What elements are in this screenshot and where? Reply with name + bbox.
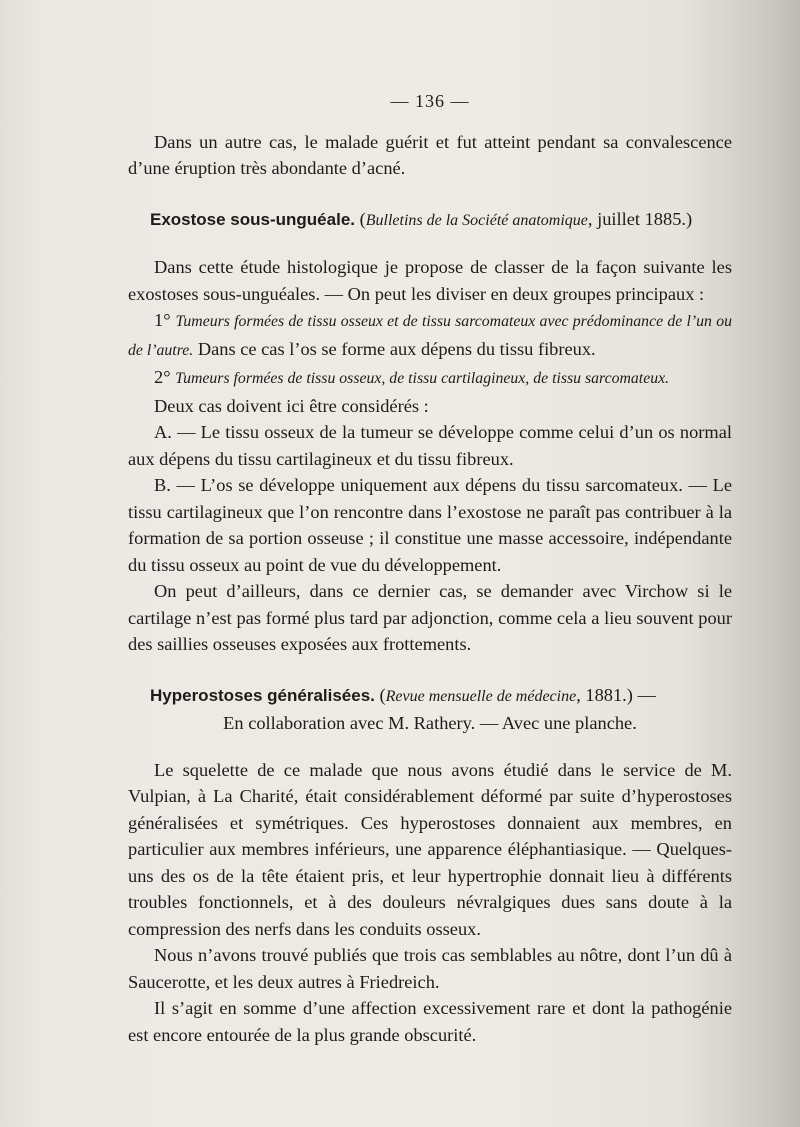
paragraph-virchow: On peut d’ailleurs, dans ce dernier cas, se demander avec Virchow si le cartilage n’est pas formé plus tard par adjonction, comme cela a lieu souvent pour des saillies osseuses exposées aux frottements. bbox=[128, 581, 732, 654]
heading-exostose bbox=[128, 206, 732, 235]
item-number: 2° bbox=[154, 367, 171, 387]
source-date: , juillet 1885.) bbox=[587, 208, 693, 229]
collaboration-line: En collaboration avec M. Rathery. — Avec une planche. bbox=[223, 713, 637, 733]
source-paren: ( bbox=[379, 684, 386, 705]
paragraph-case-b: B. — L’os se développe uniquement aux dépens du tissu sarcomateux. — Le tissu cartilagineux que l’on rencontre dans l’exostose ne paraît pas contribuer à la formation de sa portion osseuse ; il constitue une masse accessoire, indépendante du tissu osseux au point de vue du développement. bbox=[128, 475, 732, 575]
text-block bbox=[128, 88, 732, 1048]
source-date: , 1881.) — bbox=[576, 684, 656, 705]
list-item-1 bbox=[128, 307, 732, 364]
heading-title: Exostose sous-unguéale. bbox=[150, 209, 355, 229]
item-text: Dans ce cas l’os se forme aux dépens du tissu fibreux. bbox=[193, 338, 596, 359]
source-title: Bulletins de la Société anatomique bbox=[365, 211, 588, 229]
paragraph-rare: Il s’agit en somme d’une affection excessivement rare et dont la pathogénie est encore entourée de la plus grande obscurité. bbox=[128, 998, 732, 1045]
heading-title: Hyperostoses généralisées. bbox=[150, 685, 375, 705]
paragraph-intro: Dans un autre cas, le malade guérit et fut atteint pendant sa convalescence d’une éruption très abondante d’acné. bbox=[128, 131, 732, 178]
paragraph-squelette: Le squelette de ce malade que nous avons étudié dans le service de M. Vulpian, à La Charité, était considérablement déformé par suite d’hyperostoses généralisées et symétriques. Ces hyperostoses donnaient aux membres, en particulier aux membres inférieurs, une apparence éléphantiasique. — Quelques-uns des os de la tête étaient pris, et leur hypertrophie donnait lieu à différents troubles fonctionnels, et à des douleurs névralgiques dues sans doute à la compression des nerfs dans les conduits osseux. bbox=[128, 759, 732, 939]
source-paren: ( bbox=[359, 208, 366, 229]
paragraph-cases: Deux cas doivent ici être considérés : bbox=[154, 395, 429, 416]
item-italic-text: Tumeurs formées de tissu osseux et de tissu sarcomateux avec prédominance de l’un ou de l’autre. bbox=[128, 313, 732, 359]
paragraph-case-a: A. — Le tissu osseux de la tumeur se développe comme celui d’un os normal aux dépens du tissu cartilagineux et du tissu fibreux. bbox=[128, 422, 732, 469]
item-italic-text: Tumeurs formées de tissu osseux, de tissu cartilagineux, de tissu sarcomateux. bbox=[175, 370, 670, 387]
list-item-2 bbox=[128, 364, 732, 393]
item-number: 1° bbox=[154, 310, 171, 330]
heading-hyperostoses bbox=[128, 682, 732, 711]
page-number: — 136 — bbox=[390, 91, 470, 111]
paragraph-trois-cas: Nous n’avons trouvé publiés que trois cas semblables au nôtre, dont l’un dû à Saucerotte, et les deux autres à Friedreich. bbox=[128, 945, 732, 992]
source-title: Revue mensuelle de médecine bbox=[385, 687, 577, 705]
paragraph-classification: Dans cette étude histologique je propose de classer de la façon suivante les exostoses sous-unguéales. — On peut les diviser en deux groupes principaux : bbox=[128, 257, 732, 304]
